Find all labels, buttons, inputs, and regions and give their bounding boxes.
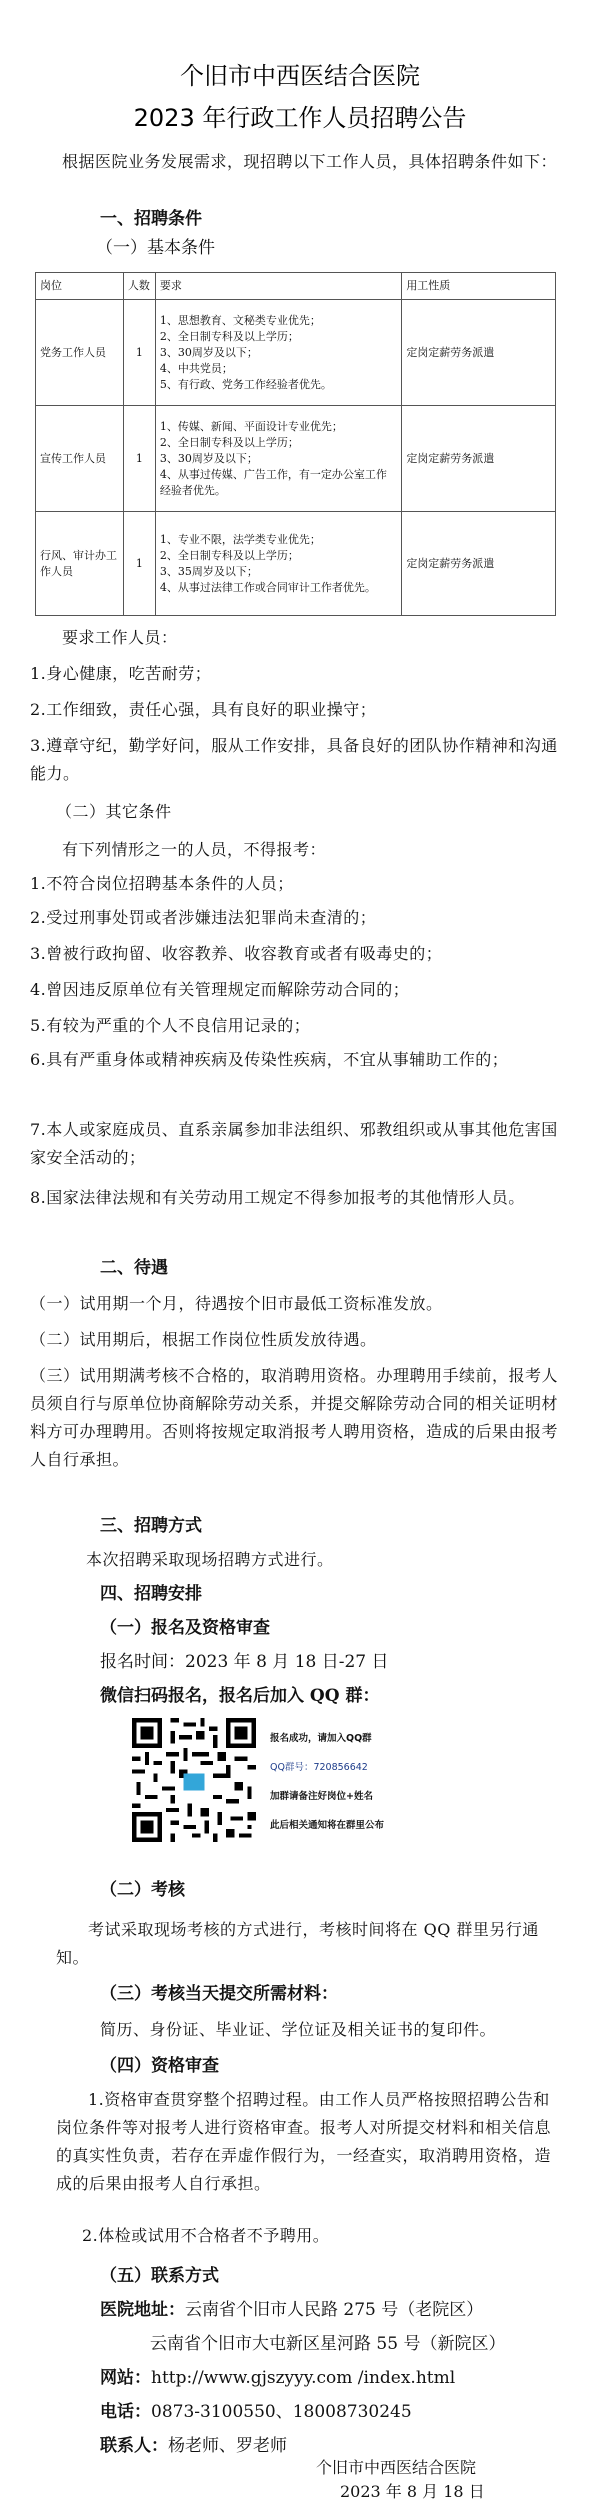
- requirement-item: 3.遵章守纪，勤学好问，服从工作安排，具备良好的团队协作精神和沟通能力。: [30, 736, 558, 783]
- intro-paragraph: 根据医院业务发展需求，现招聘以下工作人员，具体招聘条件如下：: [62, 152, 558, 171]
- contact-person-line: [100, 2432, 287, 2460]
- qr-code[interactable]: [132, 1718, 256, 1842]
- website-link[interactable]: http://www.gjszyyy.com /index.html: [151, 2368, 456, 2388]
- phone-numbers[interactable]: 0873-3100550、18008730245: [151, 2402, 412, 2422]
- qualification-item: 1.资格审查贯穿整个招聘过程。由工作人员严格按照招聘公告和岗位条件等对报考人进行资格审查。报考人对所提交材料和相关信息的真实性负责，若存在弄虚作假行为，一经查实，取消聘用资格，造成的后果由报考人自行承担。: [56, 2090, 552, 2193]
- table-header-cell: 岗位: [36, 273, 124, 300]
- exclusion-item: 4.曾因违反原单位有关管理规定而解除劳动合同的；: [30, 980, 410, 999]
- table-header-row: [36, 273, 556, 300]
- section-heading-2: 二、待遇: [100, 1258, 168, 1278]
- address-new-campus: 云南省个旧市大屯新区星河路 55 号（新院区）: [150, 2334, 506, 2354]
- count-cell: 1: [123, 300, 155, 406]
- section-heading-1: 一、招聘条件: [100, 209, 202, 229]
- requirement-line: 4、从事过法律工作或合同审计工作者优先。: [159, 580, 376, 594]
- employment-type-cell: 定岗定薪劳务派遣: [402, 406, 556, 512]
- signature-date-block: [340, 2480, 485, 2504]
- table-header-cell: 要求: [155, 273, 401, 300]
- qr-note-line: 此后相关通知将在群里公布: [270, 1820, 385, 1831]
- treatment-item: （三）试用期满考核不合格的，取消聘用资格。办理聘用手续前，报考人员须自行与原单位协商解除劳动关系，并提交解除劳动合同的相关证明材料方可办理聘用。否则将按规定取消报考人聘用资格，造成的后果由报考人自行承担。: [30, 1366, 559, 1469]
- address-old-campus: 云南省个旧市人民路 275 号（老院区）: [185, 2300, 484, 2320]
- title-line-2: 2023 年行政工作人员招聘公告: [133, 104, 467, 132]
- section-heading-1-1: （一）基本条件: [96, 238, 215, 258]
- post-cell: 宣传工作人员: [36, 406, 124, 512]
- employment-type-cell: 定岗定薪劳务派遣: [402, 300, 556, 406]
- exclusion-item: 8.国家法律法规和有关劳动用工规定不得参加报考的其他情形人员。: [30, 1188, 525, 1207]
- requirement-item: 1.身心健康，吃苦耐劳；: [30, 664, 212, 683]
- section-heading-3: 三、招聘方式: [100, 1516, 202, 1536]
- requirement-line: 4、中共党员；: [159, 361, 233, 375]
- website-label: 网站：: [100, 2368, 151, 2388]
- qr-note-line[interactable]: QQ群号：720856642: [270, 1762, 368, 1773]
- address-label: 医院地址：: [100, 2300, 185, 2320]
- exclusion-item: 6.具有严重身体或精神疾病及传染性疾病，不宜从事辅助工作的；: [30, 1050, 509, 1069]
- requirement-line: 2、全日制专科及以上学历；: [159, 548, 299, 562]
- other-intro: 有下列情形之一的人员，不得报考：: [62, 840, 327, 859]
- requirement-item: 2.工作细致，责任心强，具有良好的职业操守；: [30, 700, 377, 719]
- exam-text: 考试采取现场考核的方式进行，考核时间将在 QQ 群里另行通知。: [56, 1920, 539, 1967]
- employment-type-cell: 定岗定薪劳务派遣: [402, 512, 556, 616]
- exclusion-item: 7.本人或家庭成员、直系亲属参加非法组织、邪教组织或从事其他危害国家安全活动的；: [30, 1120, 558, 1167]
- section-heading-4-2: （二）考核: [100, 1880, 185, 1900]
- table-header-cell: 人数: [123, 273, 155, 300]
- table-row: [36, 512, 556, 616]
- qr-note-line: 报名成功，请加入QQ群: [270, 1733, 372, 1744]
- materials-text: 简历、身份证、毕业证、学位证及相关证书的复印件。: [100, 2020, 497, 2039]
- requirements-table: [35, 272, 556, 616]
- requirements-cell: [155, 512, 401, 616]
- wechat-instruction: 微信扫码报名，报名后加入 QQ 群：: [100, 1686, 380, 1706]
- requirement-line: 2、全日制专科及以上学历；: [159, 435, 299, 449]
- website-line: [100, 2364, 455, 2392]
- requirement-line: 4、从事过传媒、广告工作，有一定办公室工作经验者优先。: [159, 467, 387, 497]
- requirement-line: 3、35周岁及以下；: [159, 564, 258, 578]
- address-line-1: [100, 2296, 483, 2324]
- section-heading-4-1: （一）报名及资格审查: [100, 1618, 270, 1638]
- qualification-item: 2.体检或试用不合格者不予聘用。: [82, 2226, 330, 2245]
- requirements-title: 要求工作人员：: [62, 628, 178, 647]
- registration-time: 报名时间：2023 年 8 月 18 日-27 日: [100, 1652, 389, 1672]
- post-cell: 行风、审计办工作人员: [36, 512, 124, 616]
- exclusion-item: 2.受过刑事处罚或者涉嫌违法犯罪尚未查清的；: [30, 908, 377, 927]
- exclusion-item: 3.曾被行政拘留、收容教养、收容教育或者有吸毒史的；: [30, 944, 443, 963]
- table-header-cell: 用工性质: [402, 273, 556, 300]
- count-cell: 1: [123, 512, 155, 616]
- requirements-cell: [155, 300, 401, 406]
- signing-date: 2023 年 8 月 18 日: [340, 2482, 485, 2501]
- requirement-line: 3、30周岁及以下；: [159, 345, 258, 359]
- section-heading-4-5: （五）联系方式: [100, 2266, 219, 2286]
- post-cell: 党务工作人员: [36, 300, 124, 406]
- requirement-line: 1、传媒、新闻、平面设计专业优先；: [159, 419, 343, 433]
- section-heading-4-4: （四）资格审查: [100, 2056, 219, 2076]
- requirements-cell: [155, 406, 401, 512]
- exclusion-item: 5.有较为严重的个人不良信用记录的；: [30, 1016, 311, 1035]
- requirement-line: 2、全日制专科及以上学历；: [159, 329, 299, 343]
- count-cell: 1: [123, 406, 155, 512]
- requirement-line: 1、思想教育、文秘类专业优先；: [159, 313, 321, 327]
- qr-note-line: 加群请备注好岗位+姓名: [270, 1791, 373, 1802]
- requirement-line: 5、有行政、党务工作经验者优先。: [159, 377, 332, 391]
- phone-line: [100, 2398, 412, 2426]
- title-line-1: 个旧市中西医结合医院: [180, 62, 420, 90]
- table-row: [36, 406, 556, 512]
- table-row: [36, 300, 556, 406]
- exclusion-item: 1.不符合岗位招聘基本条件的人员；: [30, 874, 294, 893]
- phone-label: 电话：: [100, 2402, 151, 2422]
- requirement-line: 1、专业不限，法学类专业优先；: [159, 532, 321, 546]
- method-text: 本次招聘采取现场招聘方式进行。: [86, 1550, 334, 1569]
- contact-person-label: 联系人：: [100, 2436, 168, 2456]
- signature-block: [316, 2456, 476, 2480]
- treatment-item: （二）试用期后，根据工作岗位性质发放待遇。: [30, 1330, 377, 1349]
- qr-notes: [270, 1724, 384, 1840]
- section-heading-4-3: （三）考核当天提交所需材料：: [100, 1984, 338, 2004]
- requirement-line: 3、30周岁及以下；: [159, 451, 258, 465]
- treatment-item: （一）试用期一个月，待遇按个旧市最低工资标准发放。: [30, 1294, 443, 1313]
- section-heading-4: 四、招聘安排: [100, 1584, 202, 1604]
- section-heading-1-2: （二）其它条件: [56, 802, 172, 821]
- contact-persons: 杨老师、罗老师: [168, 2436, 287, 2456]
- signing-organization: 个旧市中西医结合医院: [316, 2458, 477, 2477]
